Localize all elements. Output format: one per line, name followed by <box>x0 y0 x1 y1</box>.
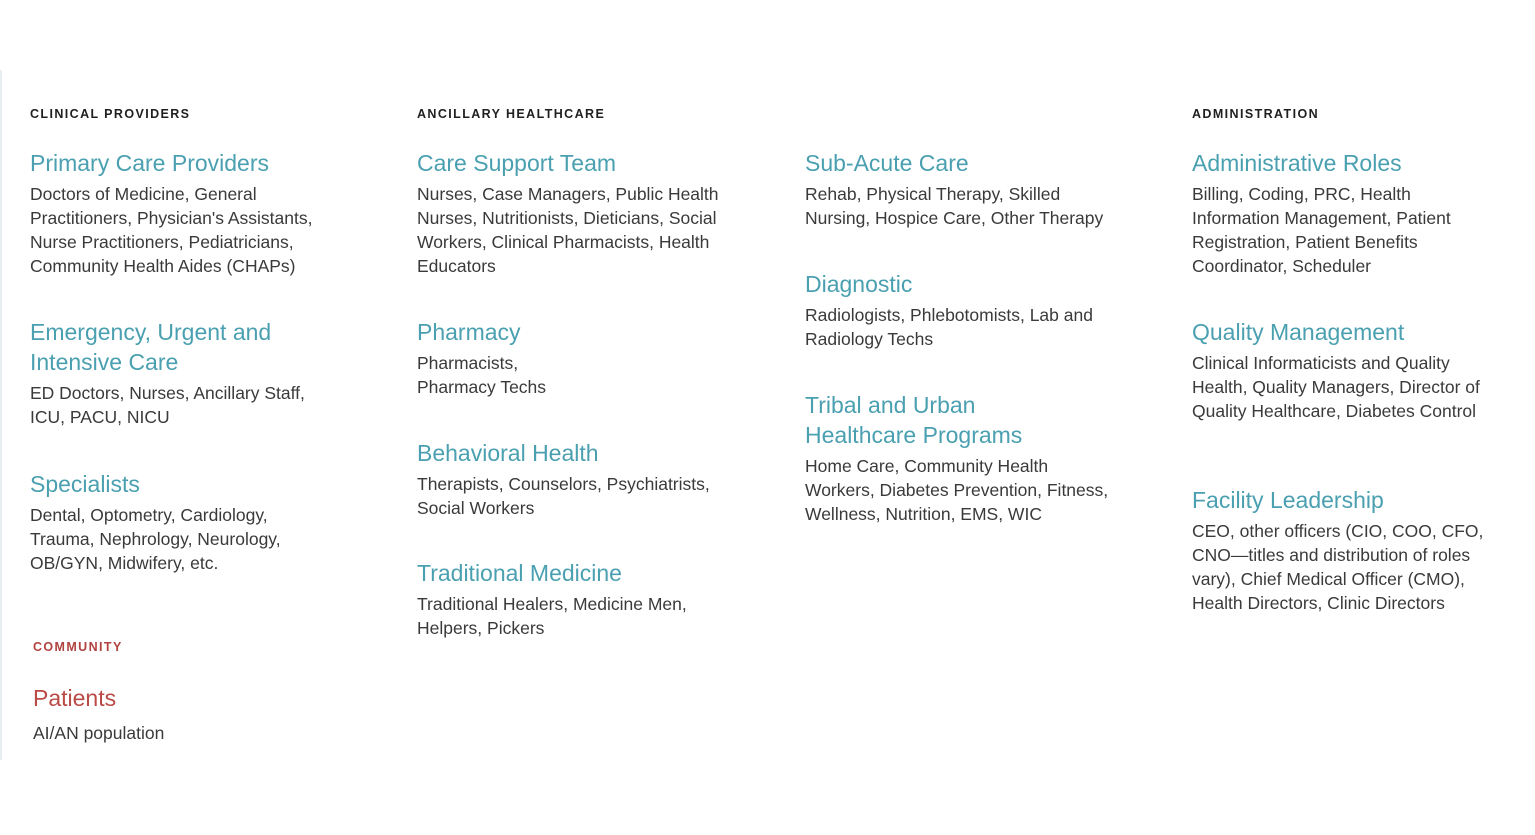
block-body: ED Doctors, Nurses, Ancillary Staff, ICU, PACU, NICU <box>30 383 305 427</box>
block-pharmacy <box>417 317 546 399</box>
block-emergency-urgent-intensive-care <box>30 317 305 429</box>
block-administrative-roles <box>1192 148 1451 278</box>
block-body: Therapists, Counselors, Psychiatrists, Social Workers <box>417 474 710 518</box>
left-divider <box>0 70 2 760</box>
block-body: Dental, Optometry, Cardiology, Trauma, Nephrology, Neurology, OB/GYN, Midwifery, etc. <box>30 505 281 573</box>
block-title: Patients <box>33 685 117 711</box>
block-facility-leadership <box>1192 485 1483 615</box>
block-quality-management <box>1192 317 1480 423</box>
block-title: Behavioral Health <box>417 440 599 466</box>
block-body: CEO, other officers (CIO, COO, CFO, CNO—titles and distribution of roles vary), Chief Medical Officer (CMO), Health Directors, Clinic Directors <box>1192 521 1484 613</box>
block-care-support-team <box>417 148 719 278</box>
block-body: Traditional Healers, Medicine Men, Helpers, Pickers <box>417 594 687 638</box>
heading-community: COMMUNITY <box>33 640 123 654</box>
block-title: Care Support Team <box>417 150 617 176</box>
block-traditional-medicine <box>417 558 687 640</box>
block-body: AI/AN population <box>33 723 165 743</box>
block-behavioral-health <box>417 438 710 520</box>
block-title: Sub-Acute Care <box>805 150 969 176</box>
block-body: Clinical Informaticists and Quality Health, Quality Managers, Director of Quality Healthcare, Diabetes Control <box>1192 353 1480 421</box>
block-sub-acute-care <box>805 148 1103 230</box>
block-title: Emergency, Urgent and Intensive Care <box>30 319 272 375</box>
block-body: Radiologists, Phlebotomists, Lab and Radiology Techs <box>805 305 1093 349</box>
block-title: Traditional Medicine <box>417 560 622 586</box>
block-title: Specialists <box>30 471 140 497</box>
block-title: Facility Leadership <box>1192 487 1384 513</box>
heading-ancillary-healthcare: ANCILLARY HEALTHCARE <box>417 107 606 121</box>
block-patients <box>33 683 164 745</box>
block-title: Pharmacy <box>417 319 521 345</box>
block-primary-care-providers <box>30 148 312 278</box>
block-specialists <box>30 469 281 575</box>
block-body: Doctors of Medicine, General Practitioners, Physician's Assistants, Nurse Practitioners, Pediatricians, Community Health Aides (CHAPs) <box>30 184 313 276</box>
heading-administration: ADMINISTRATION <box>1192 107 1319 121</box>
block-title: Administrative Roles <box>1192 150 1402 176</box>
block-body: Nurses, Case Managers, Public Health Nurses, Nutritionists, Dieticians, Social Workers, Clinical Pharmacists, Health Educators <box>417 184 719 276</box>
block-body: Rehab, Physical Therapy, Skilled Nursing, Hospice Care, Other Therapy <box>805 184 1104 228</box>
block-tribal-urban-healthcare-programs <box>805 390 1108 526</box>
block-body: Billing, Coding, PRC, Health Information Management, Patient Registration, Patient Benefits Coordinator, Scheduler <box>1192 184 1451 276</box>
block-title: Quality Management <box>1192 319 1405 345</box>
block-diagnostic <box>805 269 1093 351</box>
heading-clinical-providers: CLINICAL PROVIDERS <box>30 107 191 121</box>
block-title: Primary Care Providers <box>30 150 269 176</box>
block-title: Diagnostic <box>805 271 913 297</box>
block-body: Pharmacists, Pharmacy Techs <box>417 353 547 397</box>
block-body: Home Care, Community Health Workers, Diabetes Prevention, Fitness, Wellness, Nutrition, EMS, WIC <box>805 456 1109 524</box>
block-title: Tribal and Urban Healthcare Programs <box>805 392 1023 448</box>
